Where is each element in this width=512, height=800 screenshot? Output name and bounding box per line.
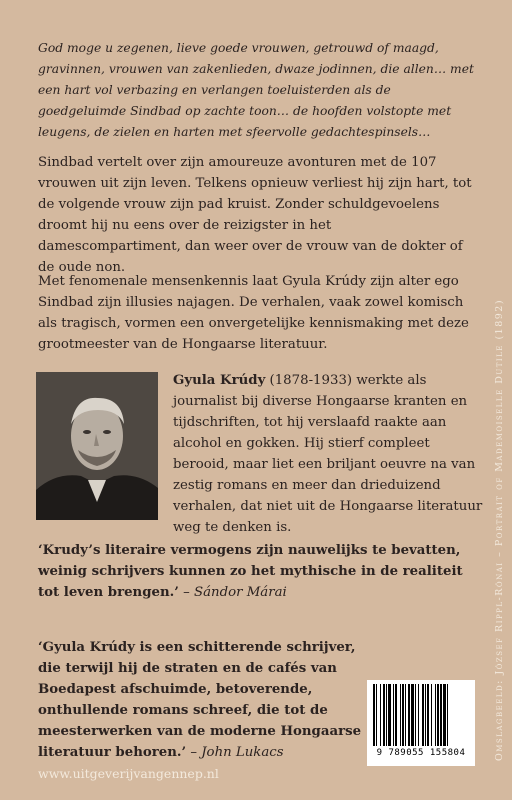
review-quote-1-text: ‘Krudy’s literaire vermogens zijn nauwelijks te bevatten, weinig schrijvers kunnen zo het mythische in de realiteit tot leven brengen.’: [38, 543, 463, 600]
barcode-bar: [418, 684, 419, 746]
barcode-bar: [411, 684, 414, 746]
barcode-bar: [402, 684, 404, 746]
intro-quote: God moge u zegenen, lieve goede vrouwen, getrouwd of maagd, gravinnen, vrouwen van zakenlieden, dwaze jodinnen, die allen… met een hart vol verbazing en verlangen toeluisterden als de goedgeluimde Sindbad op zachte toon… de hoofden volstopte met leugens, de zielen en harten met sfeervolle gedachtespinsels…: [38, 41, 474, 139]
barcode-bar: [431, 684, 432, 746]
author-portrait: [36, 372, 158, 520]
barcode-bar: [437, 684, 439, 746]
barcode-bar: [435, 684, 436, 746]
barcode-bar: [408, 684, 410, 746]
author-bio: [173, 370, 483, 538]
barcode-bar: [388, 684, 391, 746]
barcode-bar: [386, 684, 387, 746]
review-quote-2-text: ‘Gyula Krúdy is een schitterende schrijver, die terwijl hij de straten en de cafés van Boedapest afschuimde, betoverende, onthullende romans schreef, die tot de meesterwerken van de moderne Hongaarse literatuur behoren.’: [38, 640, 362, 760]
description-paragraph-1: Sindbad vertelt over zijn amoureuze avonturen met de 107 vrouwen uit zijn leven. Telkens opnieuw verliest hij zijn hart, tot de volgende vrouw zijn pad kruist. Zonder schuldgevoelens droomt hij nu eens over de reizigster in het damescompartiment, dan weer over de vrouw van de dokter of de oude non.: [38, 155, 472, 275]
barcode-bar: [427, 684, 429, 746]
description-paragraph-2: Met fenomenale mensenkennis laat Gyula Krúdy zijn alter ego Sindbad zijn illusies najagen. De verhalen, vaak zowel komisch als tragisch, vormen een onvergetelijke kennismaking met deze grootmeester van de Hongaarse literatuur.: [38, 274, 469, 352]
review-quote-1-author: – Sándor Márai: [178, 585, 287, 600]
isbn-barcode: [367, 680, 475, 766]
review-quote-2-author: – John Lukacs: [186, 745, 284, 760]
cover-credit: Omslagbeeld: József Rippl-Rónai – Portrait of Mademoiselle Dutile (1892): [494, 298, 505, 762]
barcode-bar: [380, 684, 381, 746]
review-quote-1: [38, 540, 478, 603]
barcode-bar: [373, 684, 375, 746]
barcode-bar: [383, 684, 385, 746]
author-bio-text: (1878-1933) werkte als journalist bij diverse Hongaarse kranten en tijdschriften, tot hij verslaafd raakte aan alcohol en gokken. Hij stierf compleet berooid, maar liet een briljant oeuvre na van zestig romans en meer dan drieduizend verhalen, dat niet uit de Hongaarse literatuur weg te denken is.: [173, 373, 483, 535]
barcode-bar: [447, 684, 448, 746]
barcode-bar: [393, 684, 394, 746]
barcode-bar: [395, 684, 397, 746]
barcode-bar: [422, 684, 424, 746]
barcode-bars: [372, 684, 470, 746]
barcode-bar: [405, 684, 406, 746]
barcode-bar: [415, 684, 416, 746]
portrait-photo: [36, 372, 158, 520]
barcode-bar: [376, 684, 377, 746]
author-name: Gyula Krúdy: [173, 373, 266, 388]
barcode-bar: [400, 684, 401, 746]
isbn-number: 9 789055 155804: [376, 748, 466, 758]
barcode-bar: [425, 684, 426, 746]
barcode-bar: [440, 684, 442, 746]
barcode-bar: [443, 684, 446, 746]
publisher-website[interactable]: www.uitgeverijvangennep.nl: [38, 766, 219, 781]
review-quote-2: [38, 637, 363, 763]
